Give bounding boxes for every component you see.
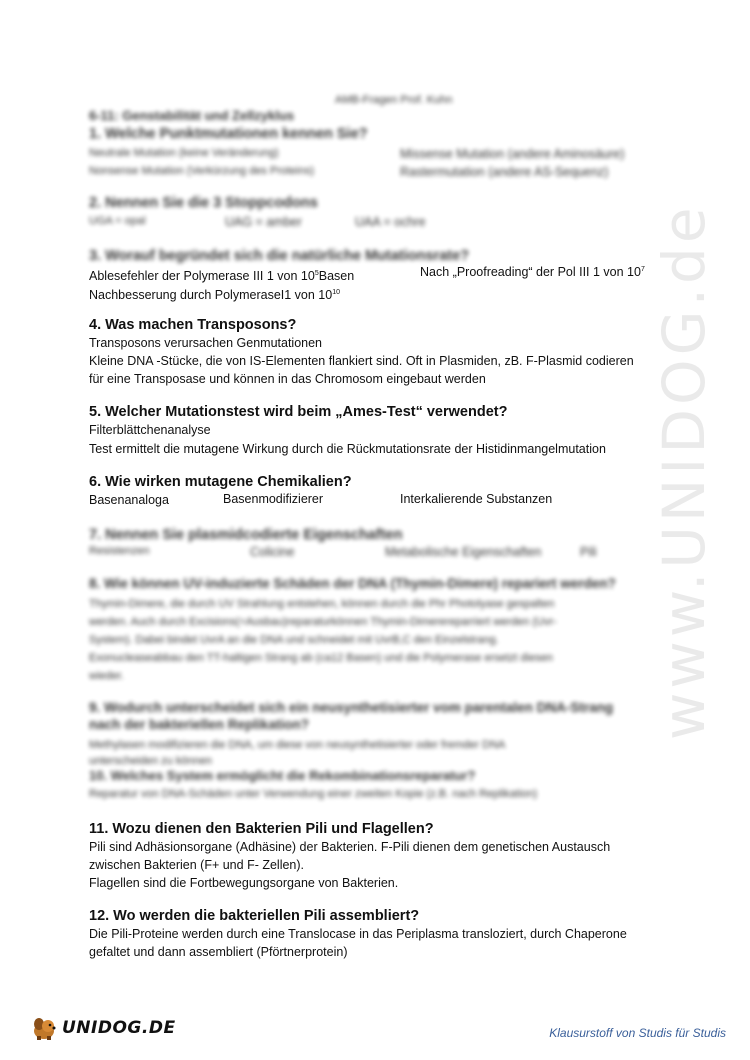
answer-6-b: Basenmodifizierer [223, 492, 324, 506]
answer-8-line-4: Exonucleaseabbau den TT-haltigen Strang ab (ca12 Basen) und die Polymerase ersetzt diesen [89, 652, 553, 664]
answer-10-line-1: Reparatur von DNA-Schäden unter Verwendung einer zweiten Kopie (z.B. nach Replikation) [89, 788, 538, 800]
section-heading: 6-11: Genstabilität und Zellzyklus [89, 108, 295, 123]
answer-11-line-1: Pili sind Adhäsionsorgane (Adhäsine) der Bakterien. F-Pili dienen dem genetischen Austausch [89, 840, 611, 854]
answer-1-a: Neutrale Mutation (keine Veränderung) [89, 147, 279, 159]
answer-7-c: Metabolische Eigenschaften [385, 545, 542, 559]
answer-4-line-3: für eine Transposase und können in das Chromosom eingebaut werden [89, 372, 486, 386]
answer-7-d: Pili [580, 545, 597, 559]
question-6: 6. Wie wirken mutagene Chemikalien? [89, 474, 352, 490]
answer-6-c: Interkalierende Substanzen [400, 492, 553, 506]
answer-3-line-1b: Nach „Proofreading“ der Pol III 1 von $10^7$ [420, 265, 645, 279]
question-5: 5. Welcher Mutationstest wird beim „Ames-Test“ verwendet? [89, 404, 508, 420]
answer-8-line-2: werden. Auch durch Excisions(=Ausbau)reparaturkönnen Thymin-Dimerereparriert werden (Uvr- [89, 616, 557, 628]
watermark: www.UNIDOG.de [650, 203, 718, 740]
answer-5-line-1: Filterblättchenanalyse [89, 423, 211, 437]
question-2: 2. Nennen Sie die 3 Stoppcodons [89, 195, 318, 211]
answer-1-d: Rastermutation (andere AS-Sequenz) [400, 165, 609, 179]
answer-8-line-1: Thymin-Dimere, die durch UV Strahlung entstehen, können durch die Phr Photolyase gespalten [89, 598, 555, 610]
answer-7-a: Resistenzen [89, 545, 150, 557]
unidog-logo[interactable] [30, 1015, 176, 1041]
question-12: 12. Wo werden die bakteriellen Pili assembliert? [89, 908, 420, 924]
answer-2-a: UGA = opal [89, 215, 146, 227]
answer-1-c: Nonsense Mutation (Verkürzung des Proteins) [89, 165, 315, 177]
answer-9-line-2: unterscheiden zu können [89, 755, 212, 767]
answer-8-line-3: System). Dabei bindet UvrA an die DNA und schneidet mit UvrB,C den Einzelstrang. [89, 634, 499, 646]
answer-11-line-3: Flagellen sind die Fortbewegungsorgane von Bakterien. [89, 876, 399, 890]
question-9-line-2: nach der bakteriellen Replikation? [89, 717, 309, 732]
dog-mascot-icon [30, 1015, 58, 1041]
answer-7-b: Colicine [250, 545, 295, 559]
answer-8-line-5: wieder. [89, 670, 124, 682]
question-9-line-1: 9. Wodurch unterscheidet sich ein neusynthetisierter vom parentalen DNA-Strang [89, 700, 614, 715]
question-11: 11. Wozu dienen den Bakterien Pili und Flagellen? [89, 821, 434, 837]
question-10: 10. Welches System ermöglicht die Rekombinationsreparatur? [89, 768, 476, 783]
answer-5-line-2: Test ermittelt die mutagene Wirkung durch die Rückmutationsrate der Histidinmangelmutation [89, 442, 606, 456]
answer-12-line-1: Die Pili-Proteine werden durch eine Translocase in das Periplasma transloziert, durch Chaperone [89, 927, 627, 941]
answer-12-line-2: gefaltet und dann assembliert (Pförtnerprotein) [89, 945, 348, 959]
question-7: 7. Nennen Sie plasmidcodierte Eigenschaften [89, 527, 403, 543]
footer-tagline: Klausurstoff von Studis für Studis [549, 1026, 726, 1040]
answer-4-line-2: Kleine DNA -Stücke, die von IS-Elementen flankiert sind. Oft in Plasmiden, zB. F-Plasmid codieren [89, 354, 634, 368]
answer-2-c: UAA = ochre [355, 215, 426, 229]
answer-6-a: Basenanaloga [89, 493, 169, 507]
question-1: 1. Welche Punktmutationen kennen Sie? [89, 126, 368, 142]
answer-3-line-1a: Ablesefehler der Polymerase III 1 von $10^5Basen$ [89, 269, 355, 284]
answer-9-line-1: Methylasen modifizieren die DNA, um diese von neusynthetisierter oder fremder DNA [89, 739, 506, 751]
answer-11-line-2: zwischen Bakterien (F+ und F- Zellen). [89, 858, 305, 872]
question-4: 4. Was machen Transposons? [89, 317, 297, 333]
answer-2-b: UAG = amber [225, 215, 302, 229]
question-8: 8. Wie können UV-induzierte Schäden der DNA (Thymin-Dimere) repariert werden? [89, 576, 616, 591]
logo-text: UNIDOG.DE [62, 1018, 176, 1038]
answer-3-line-2: Nachbesserung durch PolymeraseI1 von $10^{10}$ [89, 288, 340, 303]
question-3: 3. Worauf begründet sich die natürliche Mutationsrate? [89, 248, 470, 264]
answer-4-line-1: Transposons verursachen Genmutationen [89, 336, 323, 350]
document-title: AMB-Fragen Prof. Kuhn [335, 94, 453, 106]
answer-1-b: Missense Mutation (andere Aminosäure) [400, 147, 625, 161]
